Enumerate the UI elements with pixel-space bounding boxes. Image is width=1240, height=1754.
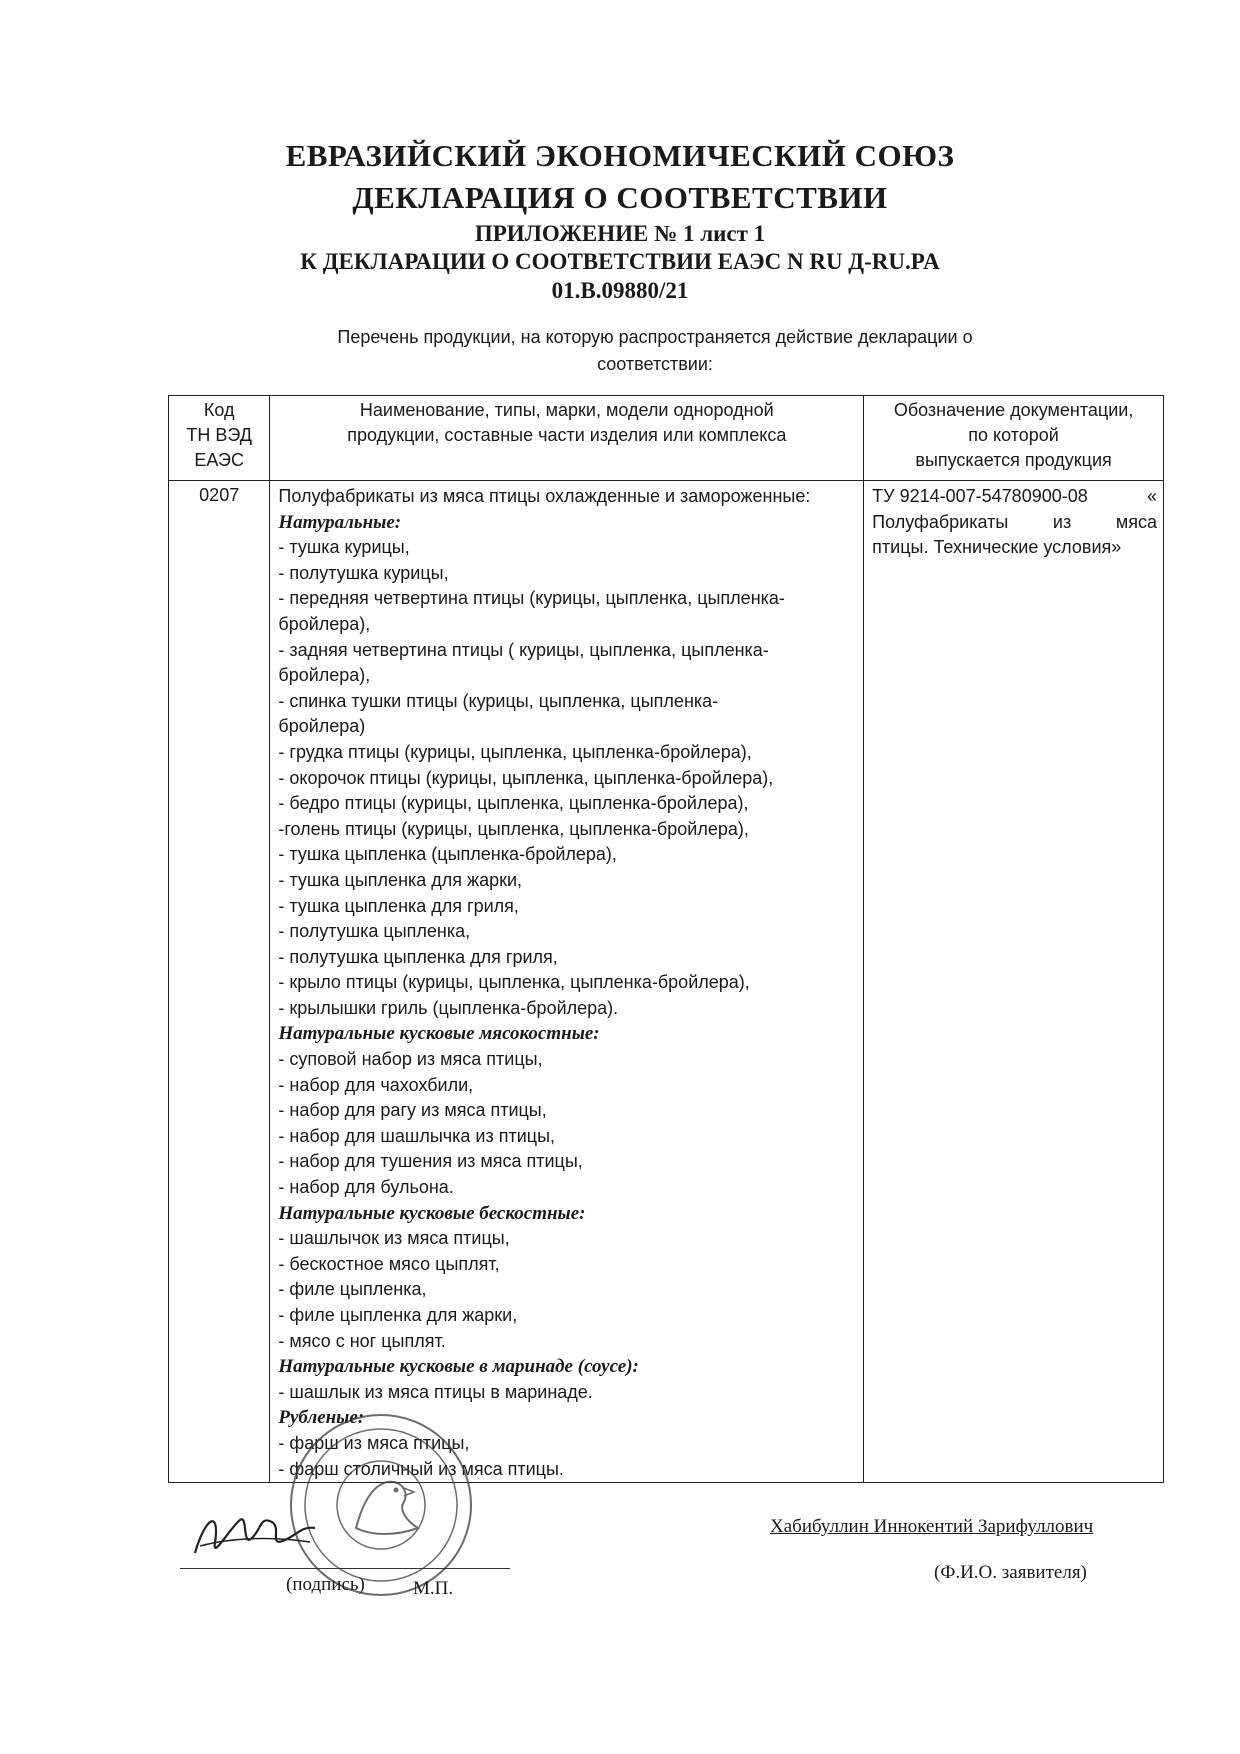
list-item: - бескостное мясо цыплят, bbox=[278, 1253, 500, 1274]
list-item: - полутушка цыпленка для гриля, bbox=[278, 946, 558, 967]
header-text: Код bbox=[203, 400, 235, 420]
list-item: - мясо с ног цыплят. bbox=[278, 1330, 446, 1351]
section-heading: Натуральные: bbox=[278, 511, 402, 533]
documentation-ref bbox=[864, 481, 1164, 1483]
ref-text: ТУ 9214-007-54780900-08 bbox=[872, 486, 1088, 506]
list-item: - суповой набор из мяса птицы, bbox=[278, 1049, 543, 1070]
ref-text: из bbox=[1052, 511, 1072, 532]
section-heading: Натуральные кусковые бескостные: bbox=[278, 1202, 586, 1224]
header-text: по которой bbox=[968, 425, 1059, 445]
ref-line bbox=[872, 510, 1157, 536]
products-list bbox=[270, 481, 864, 1483]
header-doc bbox=[864, 396, 1164, 481]
header-text: выпускается продукция bbox=[915, 450, 1112, 470]
section-heading: Натуральные кусковые в маринаде (соусе): bbox=[278, 1356, 639, 1378]
list-item: бройлера), bbox=[278, 665, 371, 686]
header-name bbox=[270, 396, 864, 481]
signature-icon bbox=[190, 1498, 320, 1568]
list-item: - бедро птицы (курицы, цыпленка, цыпленка-бройлера), bbox=[278, 793, 749, 814]
header-text: Обозначение документации, bbox=[893, 400, 1134, 420]
ref-line: птицы. Технические условия» bbox=[872, 537, 1122, 558]
intro-text bbox=[290, 324, 1020, 378]
table-header-row bbox=[169, 396, 1164, 481]
list-item: -голень птицы (курицы, цыпленка, цыпленка-бройлера), bbox=[278, 818, 749, 839]
list-item: - полутушка курицы, bbox=[278, 562, 449, 583]
list-item: - набор для тушения из мяса птицы, bbox=[278, 1151, 583, 1172]
union-title: ЕВРАЗИЙСКИЙ ЭКОНОМИЧЕСКИЙ СОЮЗ bbox=[285, 138, 955, 173]
header-text: Наименование, типы, марки, модели однородной bbox=[359, 400, 774, 420]
ref-text: мяса bbox=[1115, 511, 1157, 532]
list-item: бройлера), bbox=[278, 613, 371, 634]
list-item: - полутушка цыпленка, bbox=[278, 921, 471, 942]
list-item: - тушка курицы, bbox=[278, 537, 410, 558]
ref-text: Полуфабрикаты bbox=[872, 511, 1009, 532]
products-table bbox=[168, 395, 1164, 1483]
list-item: - набор для шашлычка из птицы, bbox=[278, 1125, 556, 1146]
list-item: - грудка птицы (курицы, цыпленка, цыпленка-бройлера), bbox=[278, 741, 752, 762]
signature-caption: (подпись) bbox=[286, 1574, 365, 1595]
declaration-reference: К ДЕКЛАРАЦИИ О СООТВЕТСТВИИ ЕАЭС N RU Д-RU.PA bbox=[300, 249, 940, 274]
list-item: - тушка цыпленка для жарки, bbox=[278, 869, 523, 890]
list-item: - набор для чахохбили, bbox=[278, 1074, 474, 1095]
list-item: - крылышки гриль (цыпленка-бройлера). bbox=[278, 997, 619, 1018]
applicant-name: Хабибуллин Иннокентий Зарифуллович bbox=[770, 1516, 1094, 1537]
section-heading: Натуральные кусковые мясокостные: bbox=[278, 1023, 600, 1045]
list-item: - шашлычок из мяса птицы, bbox=[278, 1228, 510, 1249]
tn-ved-code: 0207 bbox=[169, 481, 270, 1483]
list-item: - фарш из мяса птицы, bbox=[278, 1432, 470, 1453]
declaration-title: ДЕКЛАРАЦИЯ О СООТВЕТСТВИИ bbox=[352, 180, 888, 215]
header-text: ТН ВЭД bbox=[186, 425, 252, 445]
intro-line: Перечень продукции, на которую распространяется действие декларации о bbox=[337, 327, 973, 347]
list-item: - фарш столичный из мяса птицы. bbox=[278, 1458, 564, 1479]
list-item: - спинка тушки птицы (курицы, цыпленка, цыпленка- bbox=[278, 690, 719, 711]
appendix-title: ПРИЛОЖЕНИЕ № 1 лист 1 bbox=[474, 221, 766, 246]
list-item: - набор для рагу из мяса птицы, bbox=[278, 1100, 547, 1121]
header-text: ЕАЭС bbox=[194, 450, 244, 470]
seal-caption: М.П. bbox=[413, 1578, 454, 1599]
list-item: - филе цыпленка, bbox=[278, 1279, 427, 1300]
applicant-caption: (Ф.И.О. заявителя) bbox=[934, 1562, 1087, 1583]
list-item: - шашлык из мяса птицы в маринаде. bbox=[278, 1381, 593, 1402]
list-item: бройлера) bbox=[278, 716, 366, 737]
section-heading: Рубленые: bbox=[278, 1407, 365, 1429]
list-item: - задняя четвертина птицы ( курицы, цыпленка, цыпленка- bbox=[278, 639, 769, 660]
ref-line bbox=[872, 484, 1157, 510]
list-item: - филе цыпленка для жарки, bbox=[278, 1305, 518, 1325]
declaration-number: 01.В.09880/21 bbox=[551, 278, 689, 303]
list-item: - тушка цыпленка для гриля, bbox=[278, 895, 519, 916]
list-item: - набор для бульона. bbox=[278, 1177, 454, 1198]
list-item: - крыло птицы (курицы, цыпленка, цыпленка-бройлера), bbox=[278, 972, 750, 993]
list-item: Полуфабрикаты из мяса птицы охлажденные и замороженные: bbox=[278, 486, 811, 506]
table-row bbox=[169, 481, 1164, 1483]
header-code bbox=[169, 396, 270, 481]
list-item: - передняя четвертина птицы (курицы, цыпленка, цыпленка- bbox=[278, 588, 785, 609]
ref-text: « bbox=[1146, 486, 1157, 506]
intro-line: соответствии: bbox=[597, 354, 713, 374]
list-item: - окорочок птицы (курицы, цыпленка, цыпленка-бройлера), bbox=[278, 767, 774, 788]
list-item: - тушка цыпленка (цыпленка-бройлера), bbox=[278, 844, 617, 865]
header-text: продукции, составные части изделия или комплекса bbox=[347, 425, 787, 445]
signature-line bbox=[180, 1568, 510, 1569]
